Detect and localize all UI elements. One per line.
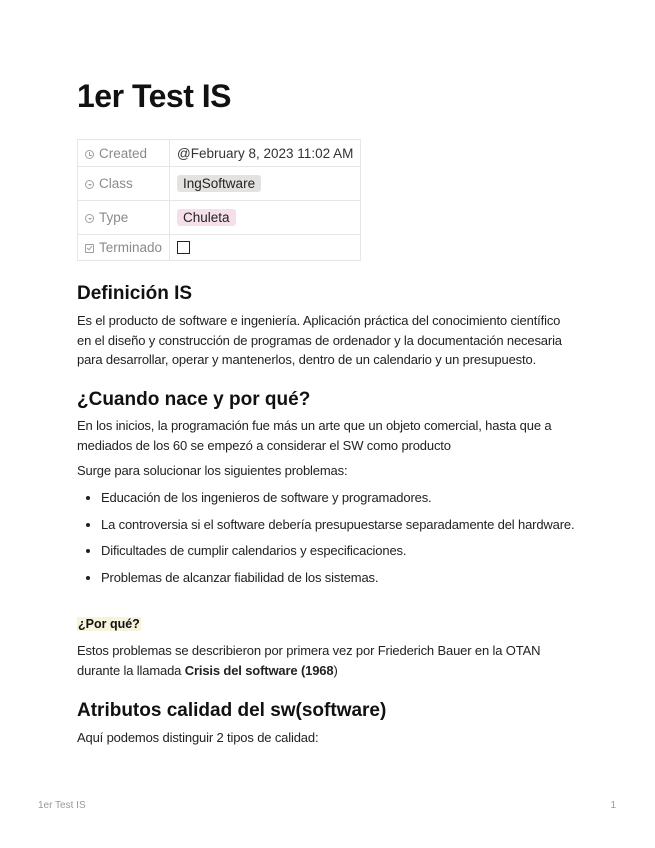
property-label: Class [99, 176, 133, 191]
clock-icon [85, 150, 94, 159]
list-item: • Problemas de alcanzar fiabilidad de los sistemas. [101, 568, 577, 588]
property-row-created [78, 140, 361, 167]
list-item: • Dificultades de cumplir calendarios y especificaciones. [101, 541, 577, 561]
property-label: Terminado [99, 240, 163, 255]
porque-text: Estos problemas se describieron por primera vez por Friederich Bauer en la OTAN durante la llamada [77, 643, 541, 678]
heading-cuando: ¿Cuando nace y por qué? [77, 389, 311, 410]
paragraph-cuando-2: Surge para solucionar los siguientes problemas: [77, 463, 348, 478]
property-label: Type [99, 210, 129, 225]
checkbox-icon [85, 244, 94, 253]
property-value-created: @February 8, 2023 11:02 AM [170, 140, 361, 167]
property-key [78, 235, 170, 261]
property-key [78, 140, 170, 167]
select-icon [85, 180, 94, 189]
select-icon [85, 214, 94, 223]
porque-highlight: ¿Por qué? [78, 617, 140, 631]
list-item: • Educación de los ingenieros de software y programadores. [101, 488, 577, 508]
property-key [78, 167, 170, 201]
property-row-class [78, 167, 361, 201]
class-tag[interactable]: IngSoftware [177, 175, 261, 192]
footer-doc-name: 1er Test IS [38, 800, 86, 811]
porque-text-end: ) [333, 662, 338, 678]
paragraph-definicion: Es el producto de software e ingeniería. Aplicación práctica del conocimiento científico en el diseño y construcción de programas de ordenador y la documentación necesaria para desarrollar, operar y mantenerlos, dentro de un calendario y un presupuesto. [77, 313, 562, 367]
paragraph-atributos: Aquí podemos distinguir 2 tipos de calidad: [77, 730, 319, 745]
problems-list [77, 488, 577, 594]
type-tag[interactable]: Chuleta [177, 209, 236, 226]
property-value-terminado [170, 235, 361, 261]
terminado-checkbox[interactable] [177, 241, 190, 254]
property-value-type [170, 201, 361, 235]
property-key [78, 201, 170, 235]
list-item: • La controversia si el software debería presupuestarse separadamente del hardware. [101, 515, 577, 535]
heading-atributos: Atributos calidad del sw(software) [77, 700, 387, 721]
crisis-bold-text: Crisis del software (1968 [184, 662, 334, 678]
paragraph-cuando-1: En los inicios, la programación fue más un arte que un objeto comercial, hasta que a mediados de los 60 se empezó a considerar el SW como producto [77, 418, 552, 453]
property-label: Created [99, 145, 148, 161]
properties-table [77, 139, 361, 261]
property-value-class [170, 167, 361, 201]
paragraph-porque [77, 641, 577, 680]
heading-definicion: Definición IS [77, 283, 193, 304]
page-title: 1er Test IS [77, 78, 231, 114]
property-row-terminado [78, 235, 361, 261]
footer-page-number: 1 [610, 800, 616, 811]
property-row-type [78, 201, 361, 235]
